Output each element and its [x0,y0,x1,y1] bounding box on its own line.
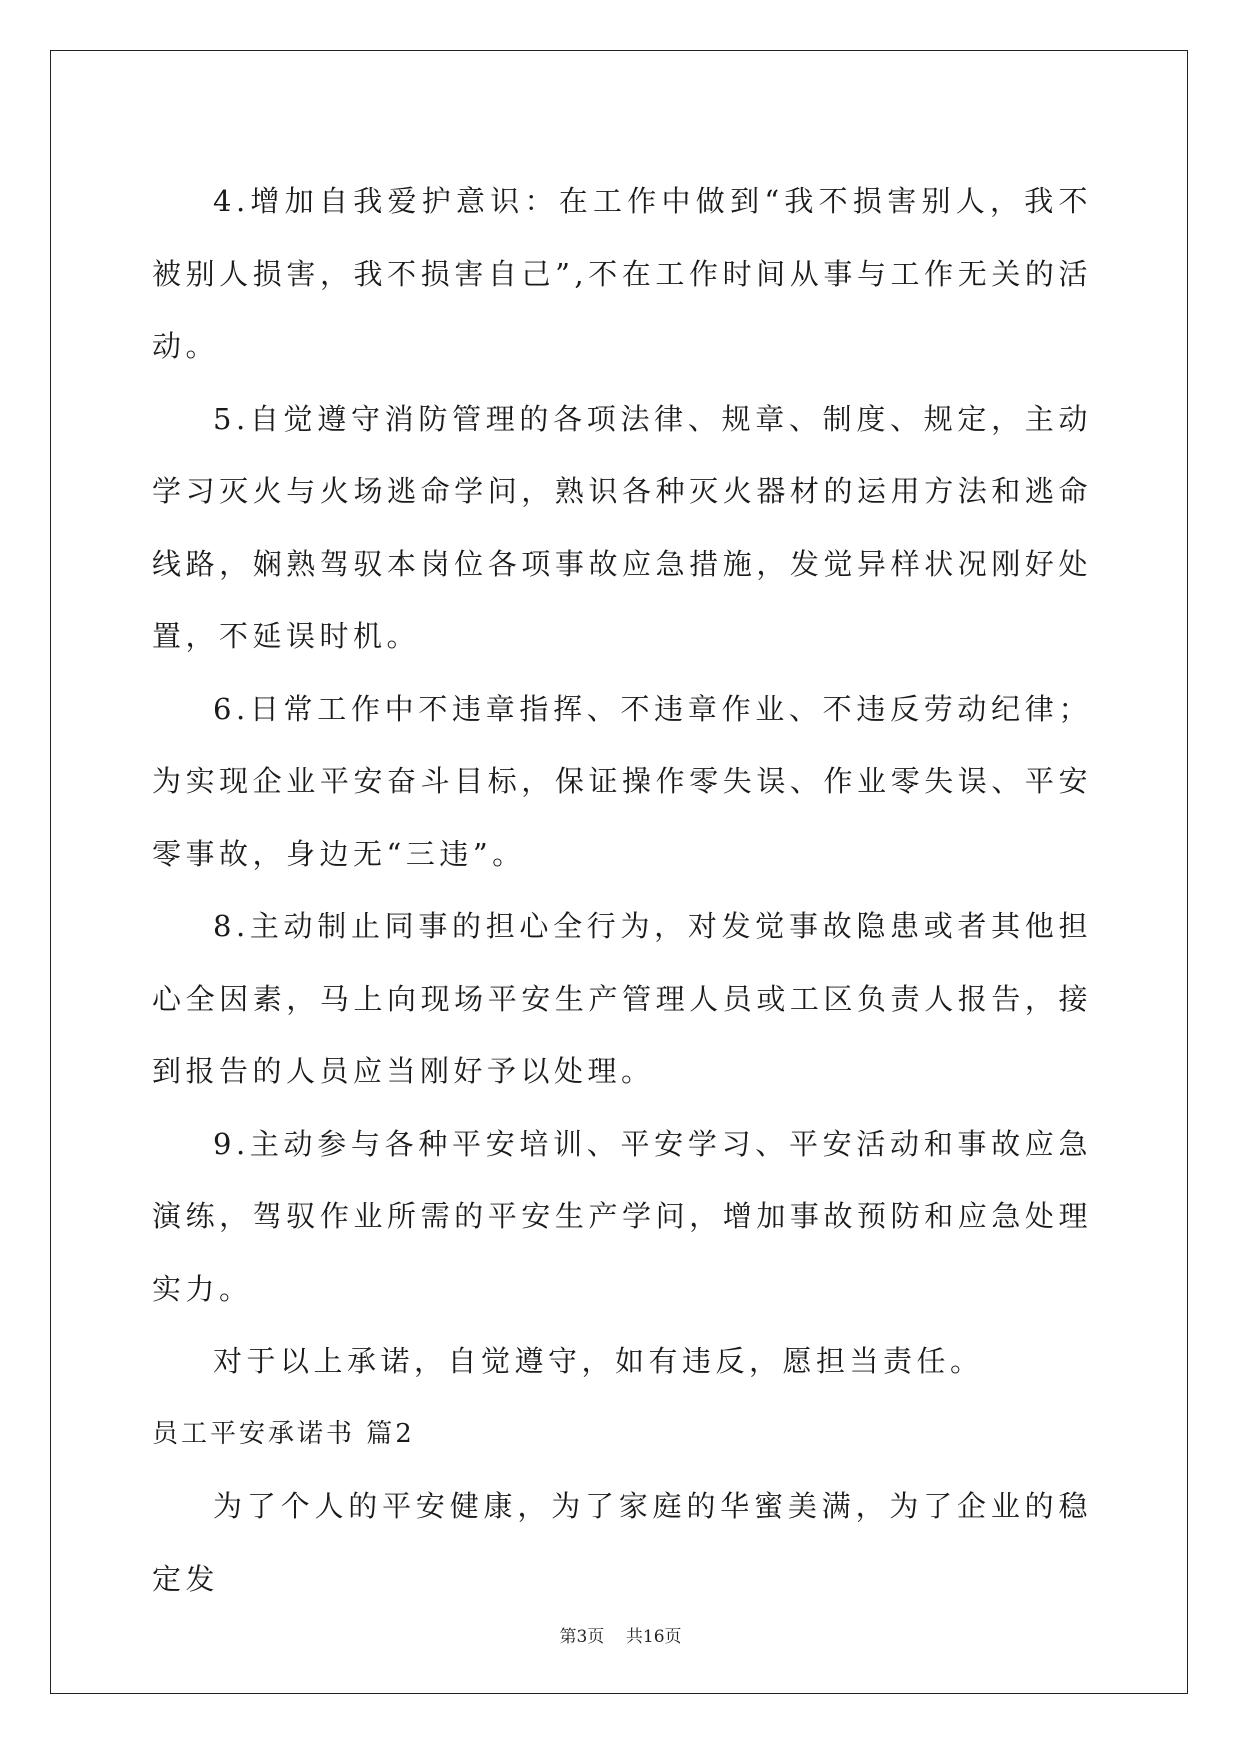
paragraph-item-5: 5.自觉遵守消防管理的各项法律、规章、制度、规定，主动学习灭火与火场逃命学问，熟识各种灭火器材的运用方法和逃命线路，娴熟驾驭本岗位各项事故应急措施，发觉异样状况刚好处置，不延误时机。 [152,401,1092,653]
paragraph-intro: 为了个人的平安健康，为了家庭的华蜜美满，为了企业的稳定发 [152,1489,1092,1596]
section-heading: 员工平安承诺书 篇2 [152,1418,415,1449]
paragraph-item-9: 9.主动参与各种平安培训、平安学习、平安活动和事故应急演练，驾驭作业所需的平安生产学问，增加事故预防和应急处理实力。 [152,1126,1092,1306]
page-footer: 第3页 共16页 [559,1627,682,1647]
closing-paragraph: 对于以上承诺，自觉遵守，如有违反，愿担当责任。 [213,1344,984,1378]
document-body [152,165,1092,1615]
paragraph-item-6: 6.日常工作中不违章指挥、不违章作业、不违反劳动纪律；为实现企业平安奋斗目标，保证操作零失误、作业零失误、平安零事故，身边无“三违”。 [152,691,1092,871]
paragraph-item-4: 4.增加自我爱护意识：在工作中做到“我不损害别人，我不被别人损害，我不损害自己”,不在工作时间从事与工作无关的活动。 [152,184,1092,363]
paragraph-item-8: 8.主动制止同事的担心全行为，对发觉事故隐患或者其他担心全因素，马上向现场平安生产管理人员或工区负责人报告，接到报告的人员应当刚好予以处理。 [152,909,1092,1088]
